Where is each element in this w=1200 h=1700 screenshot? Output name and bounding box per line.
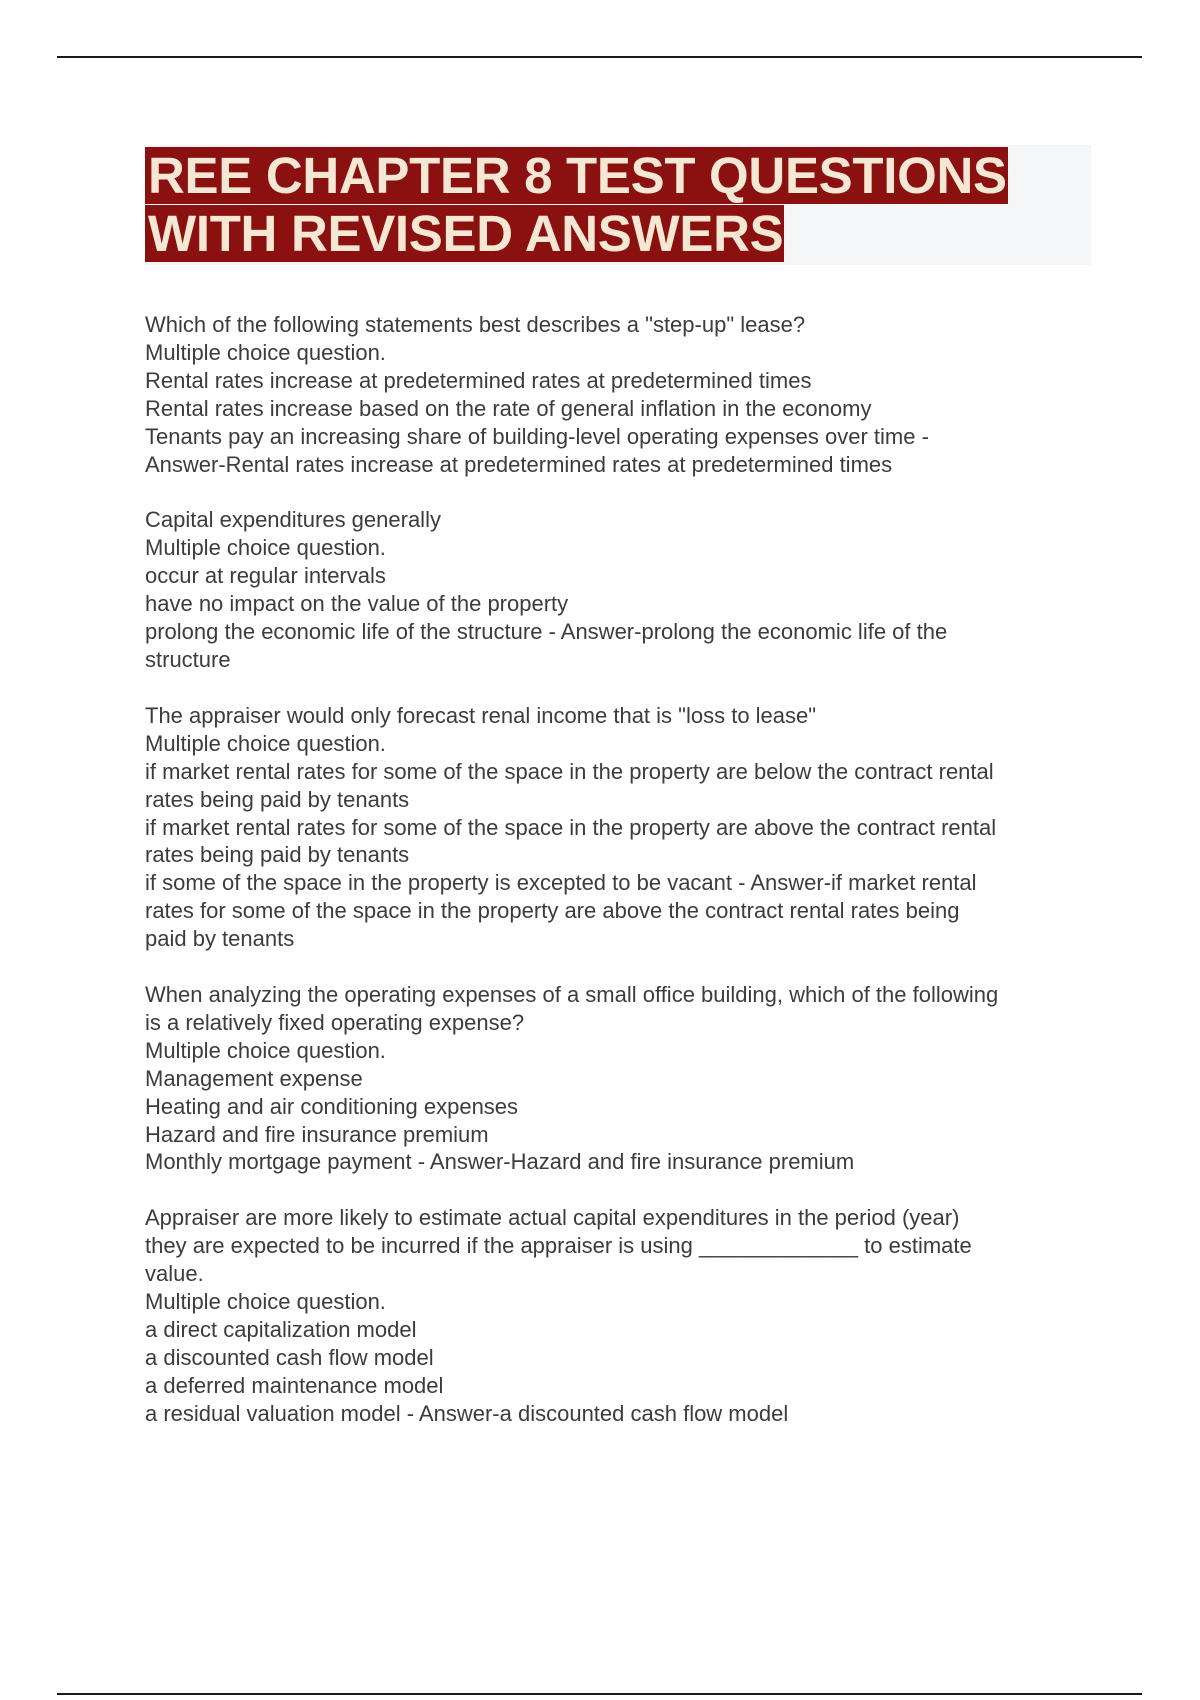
answer-option: Tenants pay an increasing share of building-level operating expenses over time -: [145, 423, 929, 449]
question-type: Multiple choice question.: [145, 1037, 386, 1063]
question-text: Capital expenditures generally: [145, 507, 441, 533]
question-text: is a relatively fixed operating expense?: [145, 1009, 525, 1035]
question-text: The appraiser would only forecast renal income that is "loss to lease": [145, 702, 817, 728]
answer-option: Rental rates increase based on the rate of general inflation in the economy: [145, 395, 872, 421]
answer-option: if market rental rates for some of the space in the property are below the contract rental: [145, 758, 994, 784]
title-line-2: WITH REVISED ANSWERS: [145, 205, 784, 262]
question-text: Appraiser are more likely to estimate actual capital expenditures in the period (year): [145, 1205, 960, 1231]
answer-option: rates being paid by tenants: [145, 842, 410, 868]
question-text: they are expected to be incurred if the appraiser is using _____________ to estimate: [145, 1233, 972, 1259]
answer-text: a residual valuation model - Answer-a discounted cash flow model: [145, 1400, 789, 1426]
answer-option: prolong the economic life of the structure - Answer-prolong the economic life of the: [145, 619, 948, 645]
question-block: [145, 311, 1095, 478]
question-type: Multiple choice question.: [145, 339, 386, 365]
answer-option: Rental rates increase at predetermined rates at predetermined times: [145, 367, 812, 393]
answer-option: if some of the space in the property is excepted to be vacant - Answer-if market rental: [145, 870, 977, 896]
answer-text: rates for some of the space in the property are above the contract rental rates being: [145, 898, 960, 924]
question-text: value.: [145, 1261, 204, 1287]
answer-option: if market rental rates for some of the space in the property are above the contract rental: [145, 814, 997, 840]
answer-text: paid by tenants: [145, 926, 295, 952]
question-type: Multiple choice question.: [145, 1289, 386, 1315]
title-line-1: REE CHAPTER 8 TEST QUESTIONS: [145, 147, 1008, 204]
answer-option: Hazard and fire insurance premium: [145, 1121, 489, 1147]
question-list: [145, 311, 1095, 1456]
question-text: When analyzing the operating expenses of a small office building, which of the following: [145, 982, 999, 1008]
answer-text: structure: [145, 646, 231, 672]
answer-text: Monthly mortgage payment - Answer-Hazard and fire insurance premium: [145, 1149, 855, 1175]
answer-option: a discounted cash flow model: [145, 1344, 434, 1370]
question-block: [145, 1204, 1095, 1427]
question-block: [145, 506, 1095, 673]
question-type: Multiple choice question.: [145, 535, 386, 561]
answer-option: a deferred maintenance model: [145, 1372, 444, 1398]
answer-option: Management expense: [145, 1065, 363, 1091]
answer-option: have no impact on the value of the property: [145, 591, 569, 617]
answer-option: a direct capitalization model: [145, 1317, 417, 1342]
answer-text: Answer-Rental rates increase at predetermined rates at predetermined times: [145, 451, 893, 477]
question-text: Which of the following statements best describes a "step-up" lease?: [145, 312, 806, 337]
header-rule: [57, 56, 1142, 58]
answer-option: occur at regular intervals: [145, 563, 386, 589]
footer-rule: [57, 1693, 1142, 1695]
answer-option: rates being paid by tenants: [145, 786, 410, 812]
document-title: [145, 145, 1091, 265]
question-type: Multiple choice question.: [145, 730, 386, 756]
answer-option: Heating and air conditioning expenses: [145, 1093, 519, 1119]
question-block: [145, 981, 1095, 1176]
question-block: [145, 702, 1095, 953]
